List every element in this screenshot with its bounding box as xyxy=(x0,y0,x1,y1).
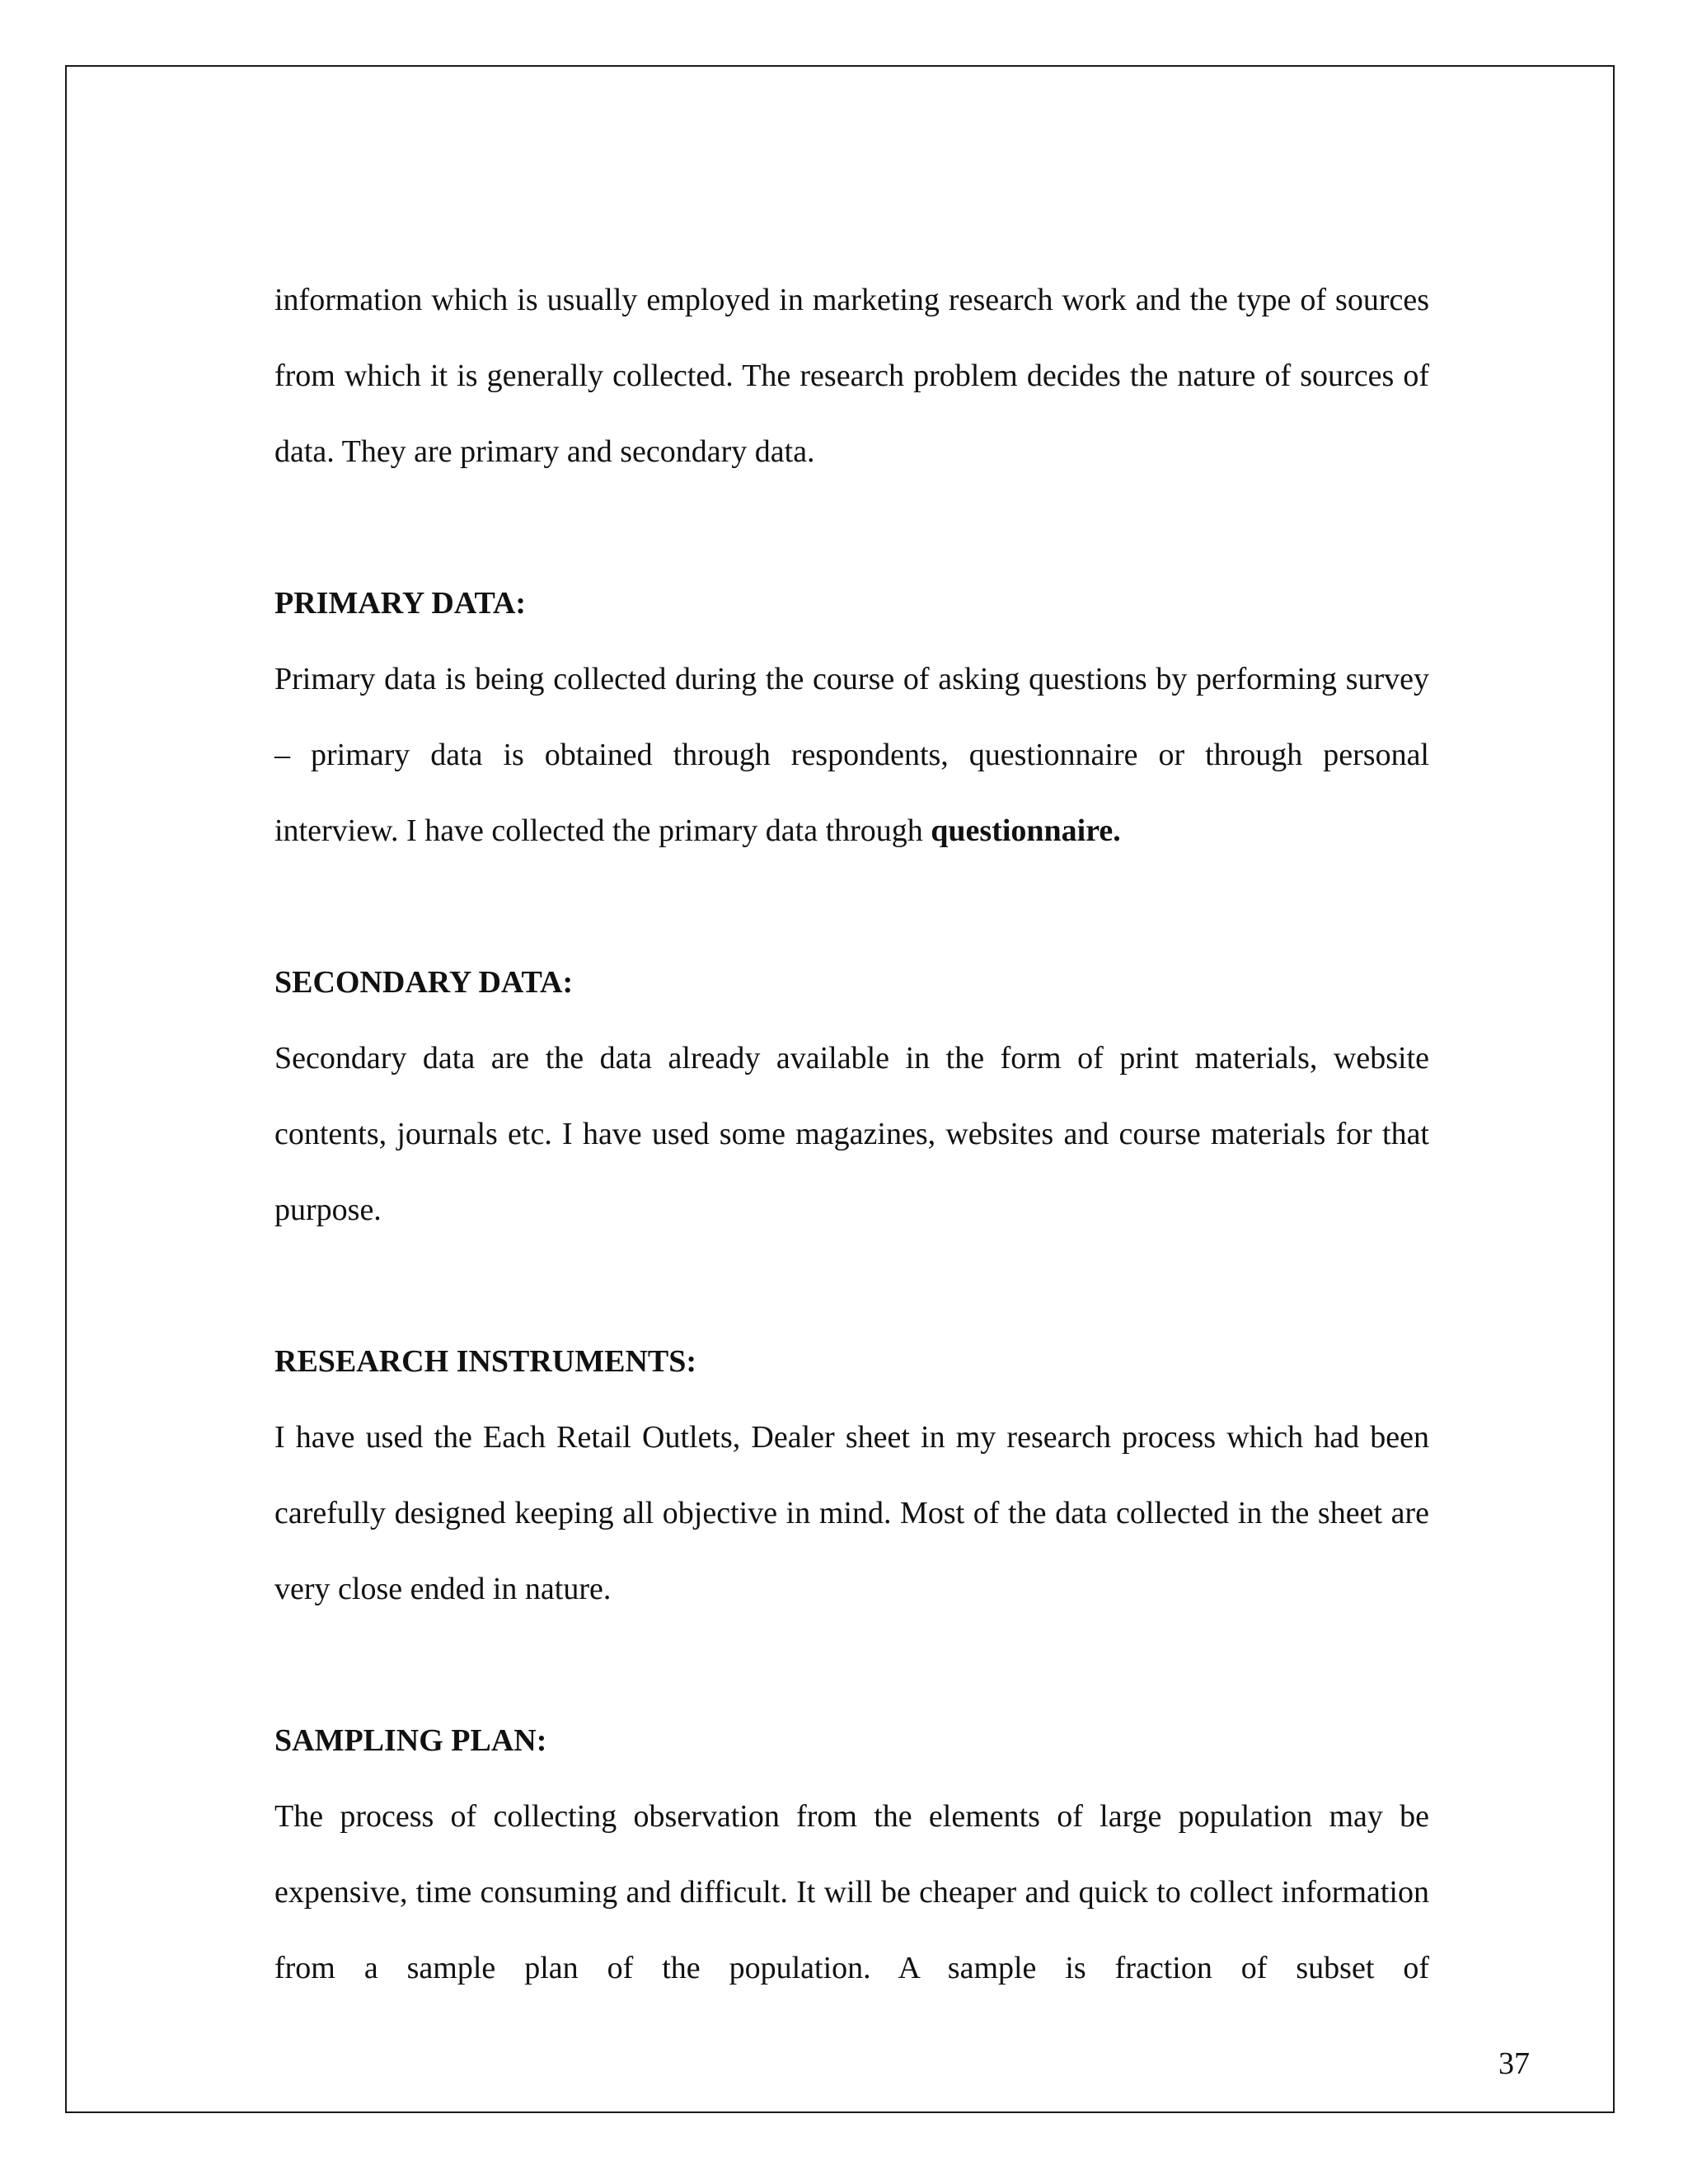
sampling-plan-paragraph: The process of collecting observation from the elements of large population may be expensive, time consuming and difficult. It will be cheaper and quick to collect information from a sample plan of the population. A sample is fraction of subset of xyxy=(274,1799,1429,1985)
section-spacer xyxy=(274,1627,1429,1703)
page-number: 37 xyxy=(1498,2046,1530,2081)
primary-data-heading: PRIMARY DATA: xyxy=(274,586,527,621)
section-spacer xyxy=(274,490,1429,565)
research-instruments-paragraph: I have used the Each Retail Outlets, Dealer sheet in my research process which had been carefully designed keeping all objective in mind. Most of the data collected in the sheet are very close ended in nature. xyxy=(274,1420,1429,1606)
secondary-data-heading: SECONDARY DATA: xyxy=(274,965,574,1000)
primary-data-paragraph xyxy=(274,641,1429,869)
document-body xyxy=(274,262,1429,2006)
secondary-data-paragraph: Secondary data are the data already available in the form of print materials, website contents, journals etc. I have used some magazines, websites and course materials for that purpose. xyxy=(274,1041,1429,1227)
research-instruments-heading: RESEARCH INSTRUMENTS: xyxy=(274,1344,697,1379)
sampling-plan-heading: SAMPLING PLAN: xyxy=(274,1723,547,1758)
primary-data-text: Primary data is being collected during the course of asking questions by performing survey – primary data is obtained through respondents, questionnaire or through personal interview. I have collected the primary data through xyxy=(274,662,1429,848)
section-spacer xyxy=(274,1248,1429,1324)
intro-paragraph: information which is usually employed in marketing research work and the type of sources from which it is generally collected. The research problem decides the nature of sources of data. They are primary and secondary data. xyxy=(274,283,1429,469)
section-spacer xyxy=(274,869,1429,944)
primary-data-bold-term: questionnaire. xyxy=(931,813,1121,848)
